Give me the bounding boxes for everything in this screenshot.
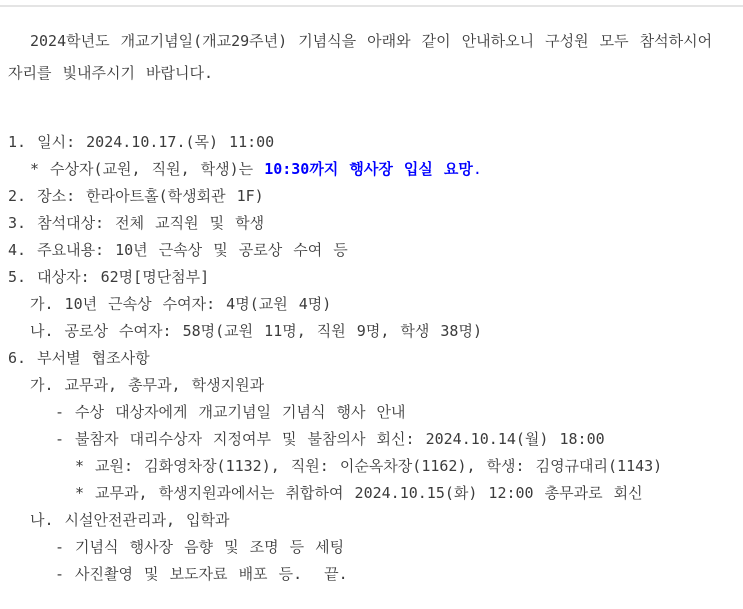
- line-recipients-total: 5. 대상자: 62명[명단첨부]: [8, 268, 210, 286]
- line-dept-group-b: 나. 시설안전관리과, 입학과: [30, 511, 230, 529]
- line-award-deadline: [8, 156, 737, 183]
- line-date: 1. 일시: 2024.10.17.(목) 11:00: [8, 133, 275, 151]
- line-place: 2. 장소: 한라아트홀(학생회관 1F): [8, 187, 264, 205]
- document-body: [0, 25, 743, 588]
- deadline-period: .: [472, 160, 482, 178]
- line-task-reply-deadline: - 불참자 대리수상자 지정여부 및 불참의사 회신: 2024.10.14(월) 18:00: [55, 430, 605, 448]
- line-recipients-merit: 나. 공로상 수여자: 58명(교원 11명, 직원 9명, 학생 38명): [30, 322, 482, 340]
- line-task-photo-press: - 사진촬영 및 보도자료 배포 등. 끝.: [55, 565, 348, 583]
- intro-paragraph: [8, 25, 737, 89]
- award-note-prefix: * 수상자(교원, 직원, 학생)는: [30, 160, 265, 178]
- top-divider: [0, 5, 743, 7]
- line-attendees: 3. 참석대상: 전체 교직원 및 학생: [8, 214, 265, 232]
- line-task-notify: - 수상 대상자에게 개교기념일 기념식 행사 안내: [55, 403, 406, 421]
- line-recipients-service: 가. 10년 근속상 수여자: 4명(교원 4명): [30, 295, 332, 313]
- intro-line-2: 자리를 빛내주시기 바랍니다.: [8, 64, 213, 82]
- line-collect-reply: * 교무과, 학생지원과에서는 취합하여 2024.10.15(화) 12:00 총무과로 회신: [75, 484, 643, 502]
- line-contact-persons: * 교원: 김화영차장(1132), 직원: 이순옥차장(1162), 학생: 김영규대리(1143): [75, 457, 663, 475]
- line-dept-group-a: 가. 교무과, 총무과, 학생지원과: [30, 376, 265, 394]
- deadline-highlight: 10:30까지 행사장 입실 요망: [264, 160, 473, 178]
- intro-line-1: 2024학년도 개교기념일(개교29주년) 기념식을 아래와 같이 안내하오니 구성원 모두 참석하시어: [30, 32, 713, 50]
- notice-list: [8, 129, 737, 588]
- line-main-content: 4. 주요내용: 10년 근속상 및 공로상 수여 등: [8, 241, 348, 259]
- line-task-venue-setting: - 기념식 행사장 음향 및 조명 등 세팅: [55, 538, 345, 556]
- line-dept-cooperation: 6. 부서별 협조사항: [8, 349, 150, 367]
